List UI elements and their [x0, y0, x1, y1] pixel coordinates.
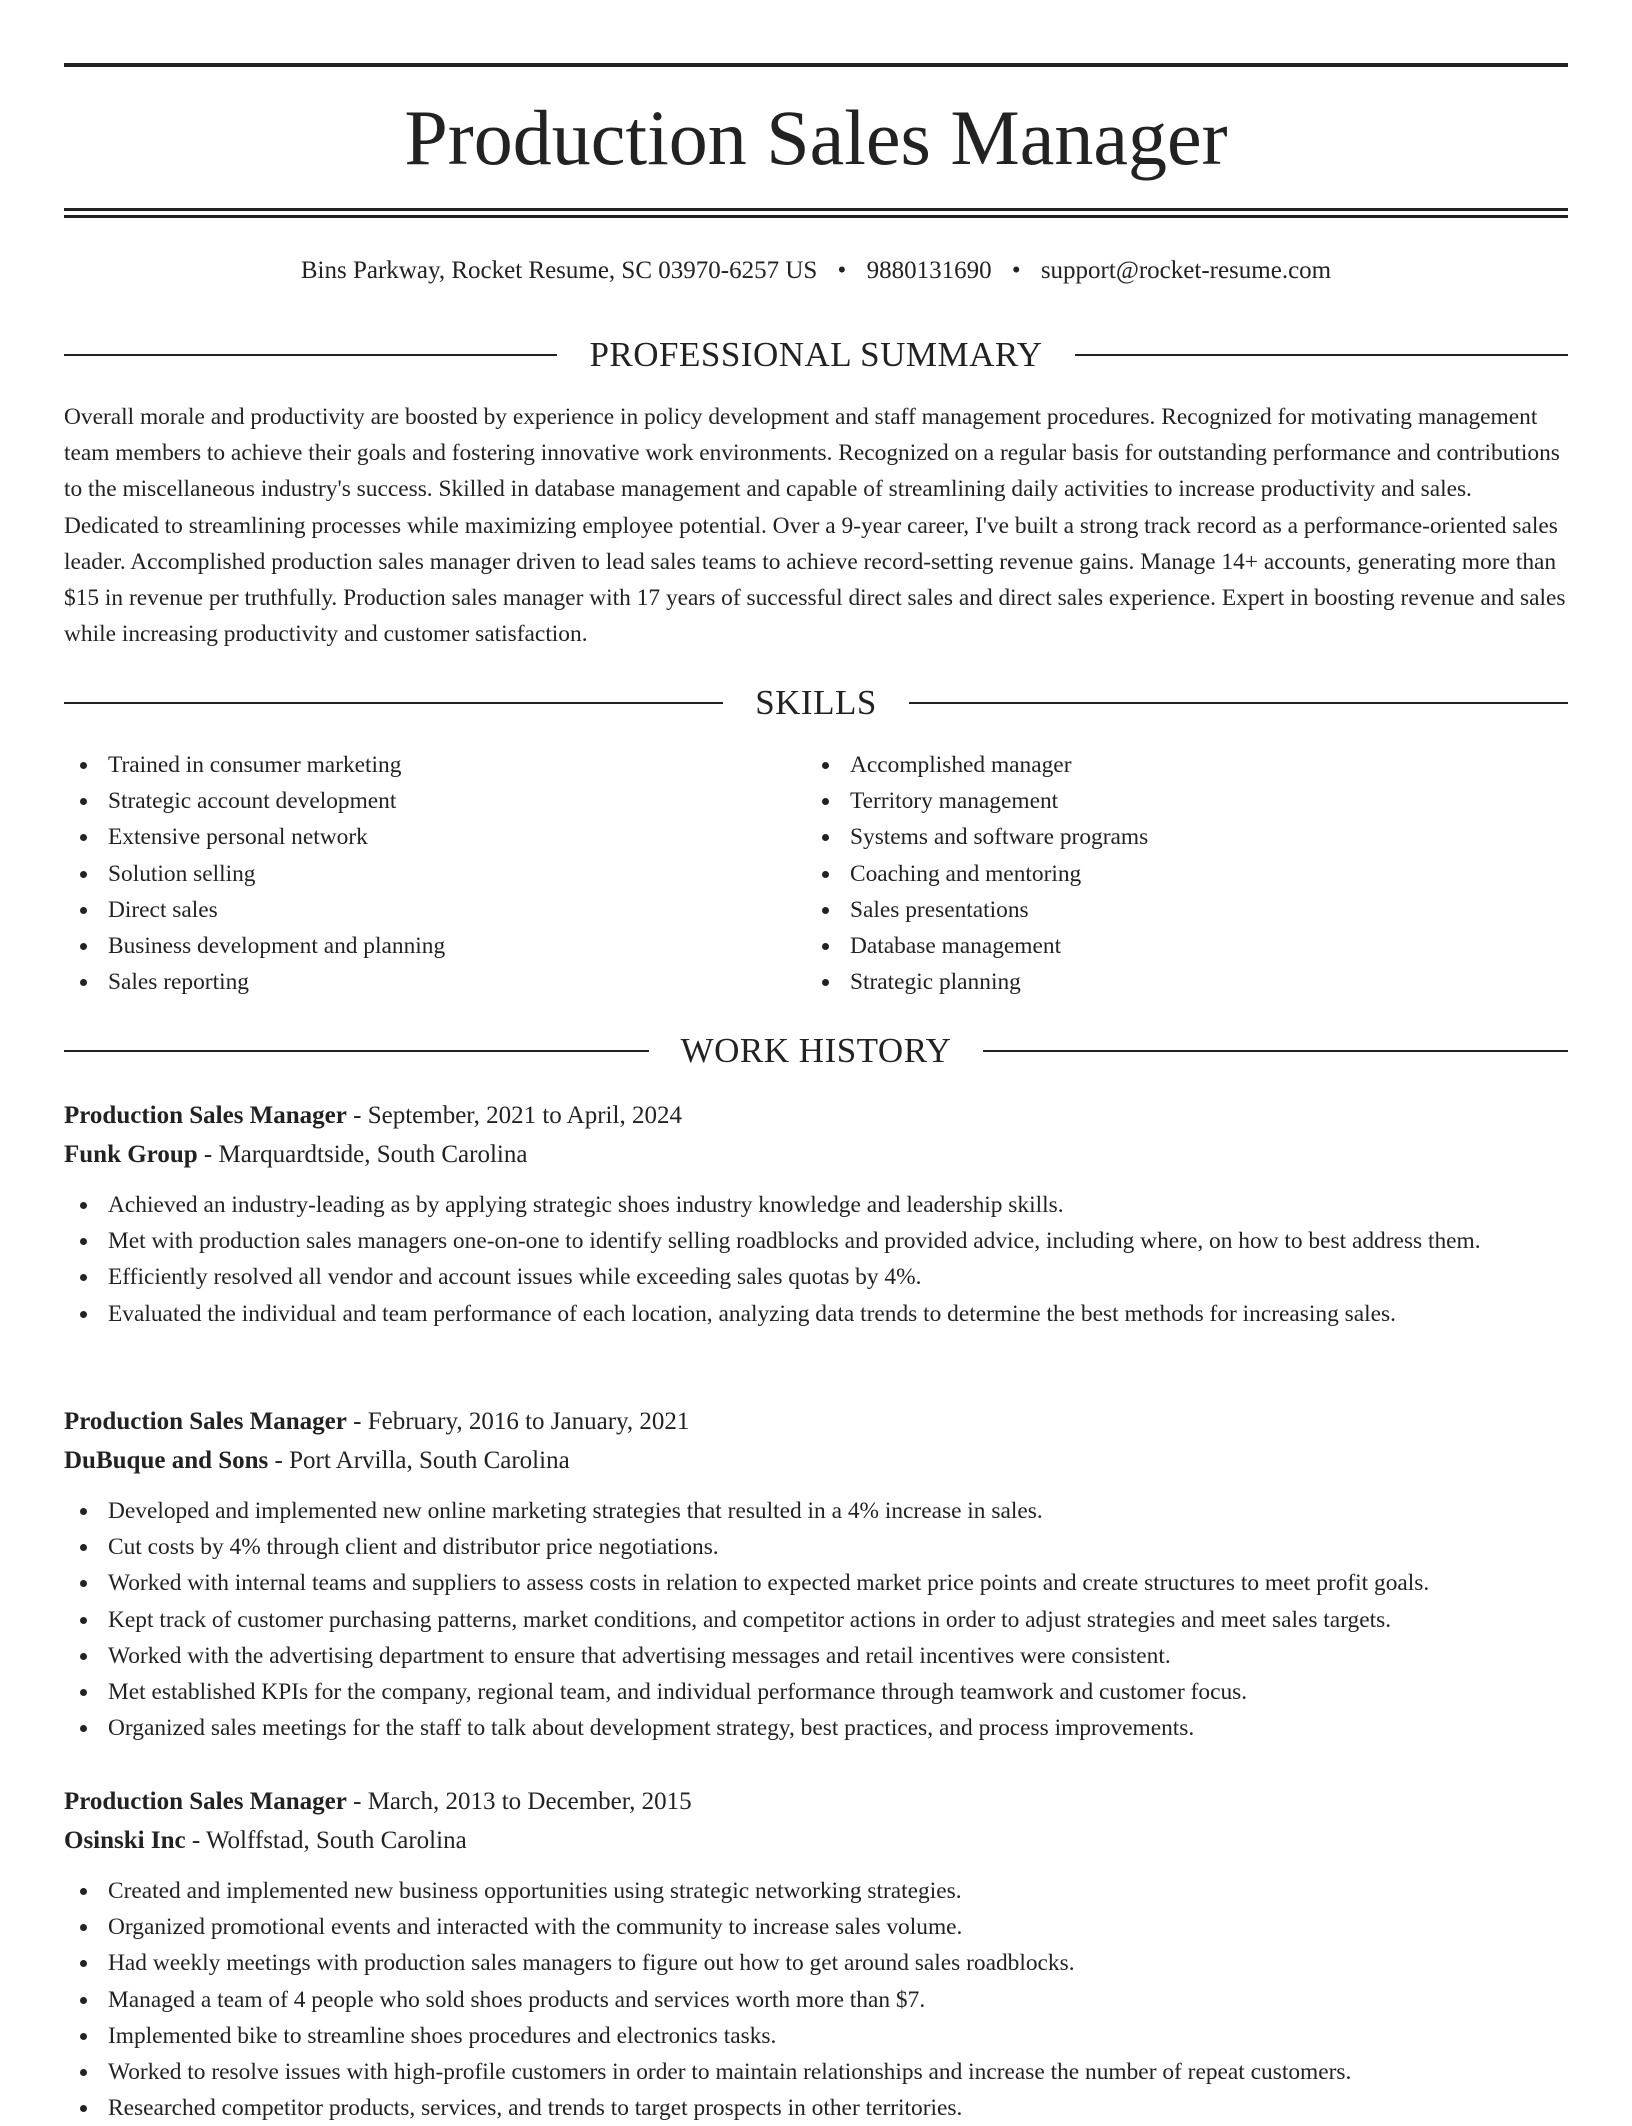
- job-location: - Port Arvilla, South Carolina: [268, 1447, 570, 1474]
- bullet-item: Organized promotional events and interacted with the community to increase sales volume.: [64, 1909, 1568, 1945]
- contact-email: support@rocket-resume.com: [1040, 257, 1332, 284]
- heading-rule: [1075, 354, 1568, 356]
- job-title: Production Sales Manager: [64, 1102, 347, 1129]
- contact-line: [64, 253, 1568, 289]
- job-dates: - February, 2016 to January, 2021: [346, 1408, 690, 1435]
- bullet-item: Cut costs by 4% through client and distributor price negotiations.: [64, 1529, 1568, 1565]
- job-bullets: [64, 1873, 1568, 2126]
- job-title-line: [64, 1096, 1568, 1135]
- bullet-item: Strategic account development: [64, 783, 445, 819]
- bullet-item: Efficiently resolved all vendor and account issues while exceeding sales quotas by 4%.: [64, 1259, 1568, 1295]
- bullet-item: Created and implemented new business opportunities using strategic networking strategies.: [64, 1873, 1568, 1909]
- job-dates: - March, 2013 to December, 2015: [346, 1788, 692, 1815]
- heading-rule: [64, 1050, 649, 1052]
- bullet-item: Trained in consumer marketing: [64, 747, 445, 783]
- section-title: SKILLS: [755, 683, 877, 722]
- bullet-item: Managed a team of 4 people who sold shoes products and services worth more than $7.: [64, 1982, 1568, 2018]
- section-title: PROFESSIONAL SUMMARY: [589, 335, 1043, 374]
- contact-separator: •: [1011, 257, 1021, 284]
- bullet-item: Coaching and mentoring: [806, 856, 1148, 892]
- bullet-item: Organized sales meetings for the staff to talk about development strategy, best practices, and process improvements.: [64, 1710, 1568, 1746]
- heading-rule: [909, 702, 1568, 704]
- bullet-item: Database management: [806, 928, 1148, 964]
- bullet-item: Accomplished manager: [806, 747, 1148, 783]
- job-company-line: [64, 1441, 1568, 1480]
- job-bullets: [64, 1187, 1568, 1332]
- bullet-item: Solution selling: [64, 856, 445, 892]
- bullet-item: Worked with the advertising department to ensure that advertising messages and retail incentives were consistent.: [64, 1638, 1568, 1674]
- job-entry: [64, 1096, 1568, 1332]
- resume-title: Production Sales Manager: [404, 94, 1228, 181]
- contact-separator: •: [837, 257, 847, 284]
- bullet-item: Met established KPIs for the company, regional team, and individual performance through teamwork and customer focus.: [64, 1674, 1568, 1710]
- heading-rule: [64, 702, 723, 704]
- bullet-item: Implemented bike to streamline shoes procedures and electronics tasks.: [64, 2018, 1568, 2054]
- bullet-item: Evaluated the individual and team performance of each location, analyzing data trends to determine the best methods for increasing sales.: [64, 1296, 1568, 1332]
- skills-list-right: [806, 747, 1148, 1000]
- bullet-item: Met with production sales managers one-on-one to identify selling roadblocks and provided advice, including where, on how to best address them.: [64, 1223, 1568, 1259]
- section-heading-summary: [64, 333, 1568, 377]
- job-company: Funk Group: [64, 1141, 198, 1168]
- bullet-item: Developed and implemented new online marketing strategies that resulted in a 4% increase in sales.: [64, 1493, 1568, 1529]
- job-company-line: [64, 1135, 1568, 1174]
- bullet-item: Worked to resolve issues with high-profile customers in order to maintain relationships and increase the number of repeat customers.: [64, 2054, 1568, 2090]
- skills-list-left: [64, 747, 445, 1000]
- heading-rule: [983, 1050, 1568, 1052]
- summary-text: Overall morale and productivity are boosted by experience in policy development and staff management procedures. Recognized for motivating management team members to achieve their goals and fostering innovative work environments. Recognized on a regular basis for outstanding performance and contributions to the miscellaneous industry's success. Skilled in database management and capable of streamlining daily activities to increase productivity and sales. Dedicated to streamlining processes while maximizing employee potential. Over a 9-year career, I've built a strong track record as a performance-oriented sales leader. Accomplished production sales manager driven to lead sales teams to achieve record-setting revenue gains. Manage 14+ accounts, generating more than $15 in revenue per truthfully. Production sales manager with 17 years of successful direct sales and direct sales experience. Expert in boosting revenue and sales while increasing productivity and customer satisfaction.: [64, 404, 1566, 648]
- job-title: Production Sales Manager: [64, 1408, 347, 1435]
- contact-phone: 9880131690: [866, 257, 992, 284]
- bullet-item: Had weekly meetings with production sales managers to figure out how to get around sales roadblocks.: [64, 1945, 1568, 1981]
- job-bullets: [64, 1493, 1568, 1746]
- bullet-item: Worked with internal teams and suppliers to assess costs in relation to expected market price points and create structures to meet profit goals.: [64, 1565, 1568, 1601]
- bullet-item: Researched competitor products, services, and trends to target prospects in other territories.: [64, 2090, 1568, 2126]
- title-rule-lower: [64, 215, 1568, 218]
- bullet-item: Business development and planning: [64, 928, 445, 964]
- job-company: Osinski Inc: [64, 1827, 186, 1854]
- job-title-line: [64, 1402, 1568, 1441]
- heading-rule: [64, 354, 557, 356]
- bullet-item: Strategic planning: [806, 964, 1148, 1000]
- job-company-line: [64, 1821, 1568, 1860]
- bullet-item: Systems and software programs: [806, 819, 1148, 855]
- job-entry: [64, 1782, 1568, 2126]
- bullet-item: Sales presentations: [806, 892, 1148, 928]
- job-title-line: [64, 1782, 1568, 1821]
- bullet-item: Extensive personal network: [64, 819, 445, 855]
- section-title: WORK HISTORY: [680, 1031, 952, 1070]
- top-rule: [64, 63, 1568, 67]
- bullet-item: Kept track of customer purchasing patterns, market conditions, and competitor actions in order to adjust strategies and meet sales targets.: [64, 1602, 1568, 1638]
- contact-address: Bins Parkway, Rocket Resume, SC 03970-6257 US: [300, 257, 818, 284]
- job-company: DuBuque and Sons: [64, 1447, 269, 1474]
- section-heading-skills: [64, 681, 1568, 725]
- title-rule-upper: [64, 208, 1568, 211]
- bullet-item: Direct sales: [64, 892, 445, 928]
- section-heading-work: [64, 1029, 1568, 1073]
- job-entry: [64, 1402, 1568, 1746]
- bullet-item: Achieved an industry-leading as by applying strategic shoes industry knowledge and leadership skills.: [64, 1187, 1568, 1223]
- job-title: Production Sales Manager: [64, 1788, 347, 1815]
- bullet-item: Territory management: [806, 783, 1148, 819]
- job-location: - Marquardtside, South Carolina: [197, 1141, 528, 1168]
- job-location: - Wolffstad, South Carolina: [185, 1827, 467, 1854]
- bullet-item: Sales reporting: [64, 964, 445, 1000]
- job-dates: - September, 2021 to April, 2024: [346, 1102, 682, 1129]
